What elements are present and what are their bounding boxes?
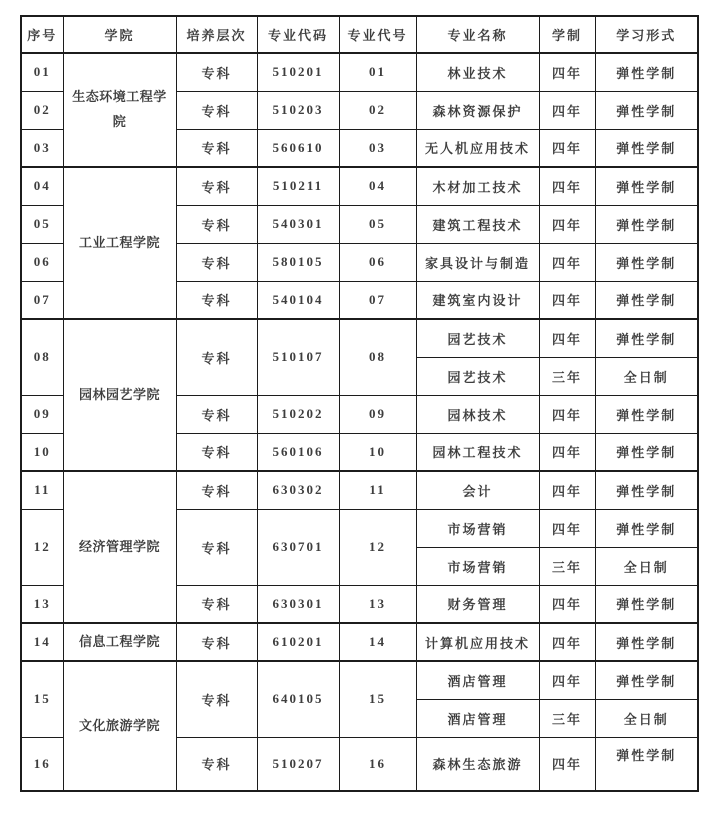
header-study-form: 学习形式 — [595, 16, 698, 53]
major-number-cell: 14 — [339, 623, 416, 661]
header-study-duration: 学制 — [539, 16, 595, 53]
major-number-cell: 02 — [339, 91, 416, 129]
major-number-cell: 10 — [339, 433, 416, 471]
header-serial-number: 序号 — [21, 16, 63, 53]
major-name-cell: 市场营销 — [416, 547, 539, 585]
major-code-cell: 510211 — [257, 167, 339, 205]
major-name-cell: 财务管理 — [416, 585, 539, 623]
major-number-cell: 04 — [339, 167, 416, 205]
major-name-cell: 酒店管理 — [416, 699, 539, 737]
major-code-cell: 610201 — [257, 623, 339, 661]
major-name-cell: 园林技术 — [416, 395, 539, 433]
serial-number-cell: 01 — [21, 53, 63, 91]
major-name-cell: 会计 — [416, 471, 539, 509]
major-code-cell: 510203 — [257, 91, 339, 129]
major-code-cell: 580105 — [257, 243, 339, 281]
major-code-cell: 510202 — [257, 395, 339, 433]
study-duration-cell: 四年 — [539, 319, 595, 357]
study-duration-cell: 四年 — [539, 53, 595, 91]
serial-number-cell: 16 — [21, 737, 63, 791]
serial-number-cell: 11 — [21, 471, 63, 509]
serial-number-cell: 06 — [21, 243, 63, 281]
major-code-cell: 630301 — [257, 585, 339, 623]
study-duration-cell: 四年 — [539, 509, 595, 547]
study-duration-cell: 四年 — [539, 243, 595, 281]
training-level-cell: 专科 — [176, 281, 257, 319]
training-level-cell: 专科 — [176, 91, 257, 129]
serial-number-cell: 07 — [21, 281, 63, 319]
study-duration-cell: 四年 — [539, 91, 595, 129]
major-name-cell: 园艺技术 — [416, 319, 539, 357]
study-form-cell: 弹性学制 — [595, 395, 698, 433]
major-name-cell: 建筑工程技术 — [416, 205, 539, 243]
major-number-cell: 13 — [339, 585, 416, 623]
majors-table — [20, 15, 699, 792]
study-form-cell: 全日制 — [595, 357, 698, 395]
study-duration-cell: 四年 — [539, 471, 595, 509]
major-number-cell: 07 — [339, 281, 416, 319]
study-form-cell: 弹性学制 — [595, 319, 698, 357]
table-row — [21, 167, 698, 205]
training-level-cell: 专科 — [176, 53, 257, 91]
major-code-cell: 630302 — [257, 471, 339, 509]
major-number-cell: 11 — [339, 471, 416, 509]
study-form-cell: 弹性学制 — [595, 737, 698, 791]
table-row — [21, 319, 698, 357]
study-duration-cell: 四年 — [539, 661, 595, 699]
study-duration-cell: 四年 — [539, 281, 595, 319]
study-form-cell: 弹性学制 — [595, 661, 698, 699]
study-duration-cell: 四年 — [539, 737, 595, 791]
training-level-cell: 专科 — [176, 243, 257, 281]
study-duration-cell: 三年 — [539, 547, 595, 585]
serial-number-cell: 13 — [21, 585, 63, 623]
study-form-cell: 全日制 — [595, 547, 698, 585]
major-name-cell: 无人机应用技术 — [416, 129, 539, 167]
serial-number-cell: 14 — [21, 623, 63, 661]
study-form-cell: 弹性学制 — [595, 509, 698, 547]
study-form-cell: 弹性学制 — [595, 167, 698, 205]
training-level-cell: 专科 — [176, 737, 257, 791]
study-form-cell: 弹性学制 — [595, 433, 698, 471]
serial-number-cell: 09 — [21, 395, 63, 433]
training-level-cell: 专科 — [176, 661, 257, 737]
major-number-cell: 15 — [339, 661, 416, 737]
training-level-cell: 专科 — [176, 205, 257, 243]
serial-number-cell: 05 — [21, 205, 63, 243]
header-training-level: 培养层次 — [176, 16, 257, 53]
study-form-cell: 弹性学制 — [595, 281, 698, 319]
training-level-cell: 专科 — [176, 319, 257, 395]
training-level-cell: 专科 — [176, 585, 257, 623]
major-number-cell: 01 — [339, 53, 416, 91]
major-name-cell: 建筑室内设计 — [416, 281, 539, 319]
training-level-cell: 专科 — [176, 129, 257, 167]
study-duration-cell: 四年 — [539, 129, 595, 167]
major-name-cell: 林业技术 — [416, 53, 539, 91]
study-duration-cell: 四年 — [539, 167, 595, 205]
table-row — [21, 661, 698, 699]
major-name-cell: 家具设计与制造 — [416, 243, 539, 281]
study-form-cell: 弹性学制 — [595, 129, 698, 167]
major-code-cell: 560106 — [257, 433, 339, 471]
major-number-cell: 12 — [339, 509, 416, 585]
training-level-cell: 专科 — [176, 623, 257, 661]
study-form-cell: 弹性学制 — [595, 585, 698, 623]
serial-number-cell: 08 — [21, 319, 63, 395]
major-name-cell: 计算机应用技术 — [416, 623, 539, 661]
study-form-cell: 全日制 — [595, 699, 698, 737]
header-major-number: 专业代号 — [339, 16, 416, 53]
study-form-cell: 弹性学制 — [595, 91, 698, 129]
header-major-name: 专业名称 — [416, 16, 539, 53]
study-form-cell: 弹性学制 — [595, 243, 698, 281]
training-level-cell: 专科 — [176, 167, 257, 205]
major-number-cell: 05 — [339, 205, 416, 243]
major-code-cell: 510201 — [257, 53, 339, 91]
header-major-code: 专业代码 — [257, 16, 339, 53]
major-code-cell: 540104 — [257, 281, 339, 319]
header-row — [21, 16, 698, 53]
major-name-cell: 森林生态旅游 — [416, 737, 539, 791]
college-cell: 生态环境工程学院 — [63, 53, 176, 167]
training-level-cell: 专科 — [176, 433, 257, 471]
table-row — [21, 623, 698, 661]
major-name-cell: 木材加工技术 — [416, 167, 539, 205]
major-code-cell: 560610 — [257, 129, 339, 167]
serial-number-cell: 04 — [21, 167, 63, 205]
study-form-cell: 弹性学制 — [595, 623, 698, 661]
study-duration-cell: 四年 — [539, 205, 595, 243]
major-name-cell: 园林工程技术 — [416, 433, 539, 471]
training-level-cell: 专科 — [176, 509, 257, 585]
study-duration-cell: 四年 — [539, 433, 595, 471]
serial-number-cell: 02 — [21, 91, 63, 129]
major-name-cell: 森林资源保护 — [416, 91, 539, 129]
major-number-cell: 08 — [339, 319, 416, 395]
study-duration-cell: 四年 — [539, 623, 595, 661]
study-form-cell: 弹性学制 — [595, 53, 698, 91]
major-code-cell: 640105 — [257, 661, 339, 737]
study-form-cell: 弹性学制 — [595, 471, 698, 509]
major-code-cell: 630701 — [257, 509, 339, 585]
college-cell: 经济管理学院 — [63, 471, 176, 623]
table-row — [21, 471, 698, 509]
major-code-cell: 510207 — [257, 737, 339, 791]
table-row — [21, 53, 698, 91]
serial-number-cell: 03 — [21, 129, 63, 167]
serial-number-cell: 12 — [21, 509, 63, 585]
major-name-cell: 市场营销 — [416, 509, 539, 547]
major-code-cell: 540301 — [257, 205, 339, 243]
major-name-cell: 园艺技术 — [416, 357, 539, 395]
major-name-cell: 酒店管理 — [416, 661, 539, 699]
study-duration-cell: 四年 — [539, 585, 595, 623]
majors-table-body — [21, 53, 698, 791]
major-number-cell: 09 — [339, 395, 416, 433]
college-cell: 文化旅游学院 — [63, 661, 176, 791]
header-college: 学院 — [63, 16, 176, 53]
college-cell: 信息工程学院 — [63, 623, 176, 661]
college-cell: 园林园艺学院 — [63, 319, 176, 471]
study-duration-cell: 四年 — [539, 395, 595, 433]
study-duration-cell: 三年 — [539, 699, 595, 737]
serial-number-cell: 10 — [21, 433, 63, 471]
major-code-cell: 510107 — [257, 319, 339, 395]
major-number-cell: 03 — [339, 129, 416, 167]
college-cell: 工业工程学院 — [63, 167, 176, 319]
training-level-cell: 专科 — [176, 395, 257, 433]
study-duration-cell: 三年 — [539, 357, 595, 395]
major-number-cell: 06 — [339, 243, 416, 281]
serial-number-cell: 15 — [21, 661, 63, 737]
major-number-cell: 16 — [339, 737, 416, 791]
training-level-cell: 专科 — [176, 471, 257, 509]
study-form-cell: 弹性学制 — [595, 205, 698, 243]
